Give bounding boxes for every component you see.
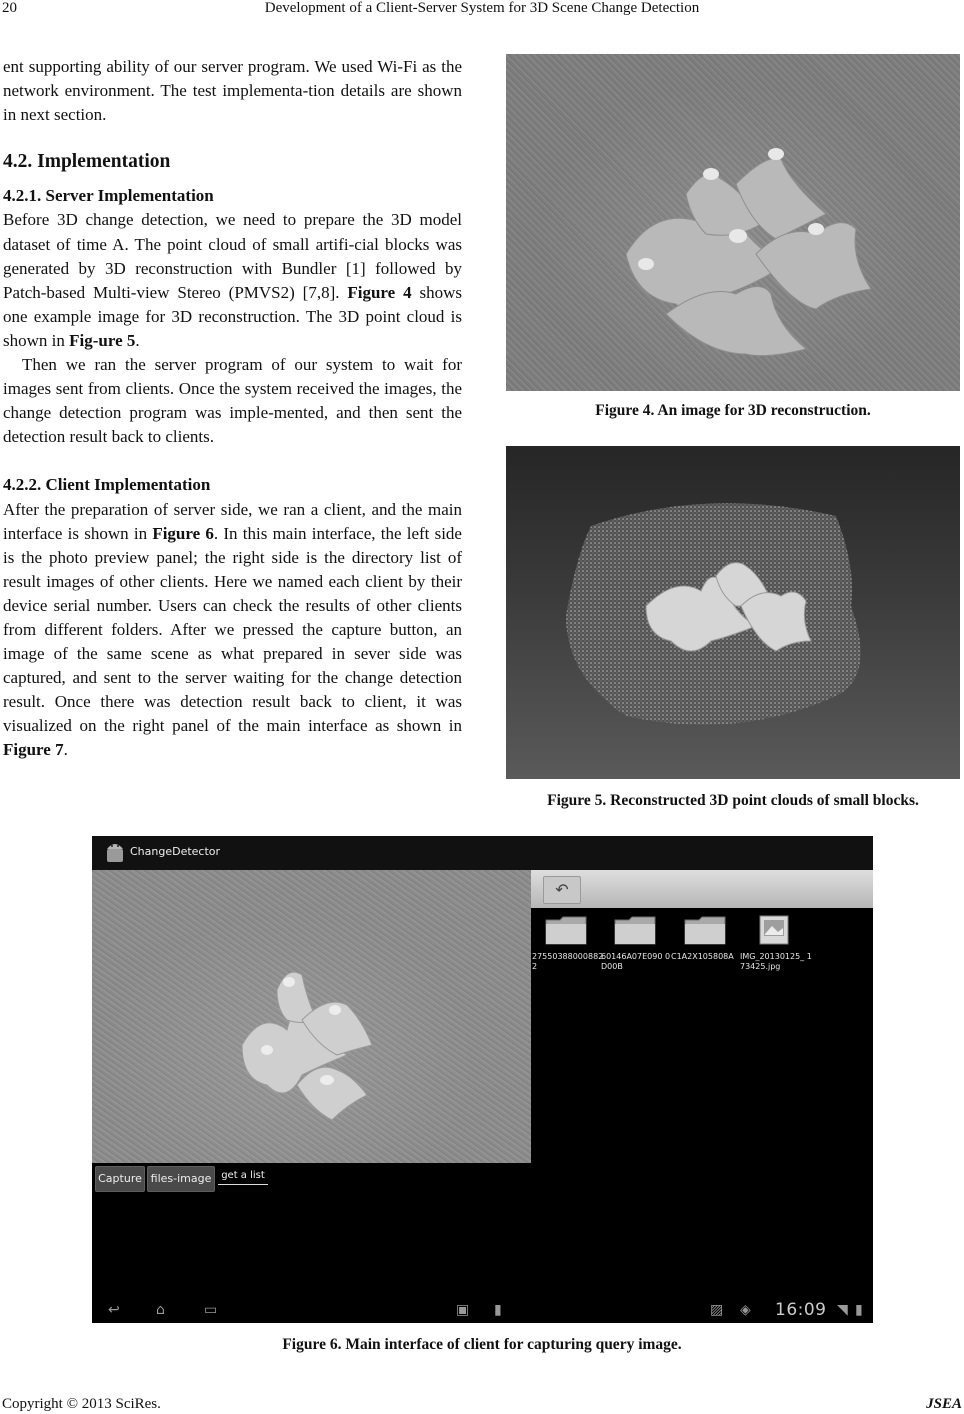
file-item[interactable] bbox=[601, 914, 673, 972]
back-icon[interactable]: ↩ bbox=[108, 1302, 120, 1318]
client-subheading: 4.2.2. Client Implementation bbox=[3, 475, 211, 495]
file-name: 60146A07E090 0D00B bbox=[601, 952, 671, 971]
usb-icon: ▮ bbox=[494, 1302, 502, 1318]
clock: 16:09 bbox=[775, 1300, 827, 1320]
figure-6-app-screenshot bbox=[92, 836, 873, 1323]
directory-toolbar bbox=[531, 870, 873, 908]
app-title-bar bbox=[92, 836, 873, 871]
system-navigation-bar bbox=[92, 1297, 873, 1323]
battery-icon: ▮ bbox=[855, 1302, 863, 1318]
server-paragraph-1: Before 3D change detection, we need to prepare the 3D model dataset of time A. The point cloud of small artifi-cial blocks was generated by 3D reconstruction with Bundler [1] followed by Patch-based Multi-view Stereo (PMVS2) [7,8]. Figure 4 shows one example image for 3D reconstruction. The 3D point cloud is shown in Fig-ure 5. bbox=[3, 210, 462, 350]
get-list-button[interactable]: get a list bbox=[218, 1170, 268, 1185]
figure-5-pointcloud bbox=[506, 446, 960, 779]
capture-button[interactable]: Capture bbox=[95, 1166, 145, 1192]
client-paragraph: After the preparation of server side, we ran a client, and the main interface is shown in Figure 6. In this main interface, the left side is the photo preview panel; the right side is the directory list of result images of other clients. Here we named each client by their device serial number. Users can check the results of other clients from different folders. After we pressed the capture button, an image of the same scene as what prepared in sever side was captured, and sent to the server waiting for the change detection result. Once there was detection result back to client, it was visualized on the right panel of the main interface as shown in Figure 7. bbox=[3, 499, 462, 760]
file-item[interactable] bbox=[532, 914, 604, 972]
figure-7-ref: Figure 7 bbox=[3, 740, 64, 760]
running-title: Development of a Client-Server System for 3D Scene Change Detection bbox=[264, 0, 700, 16]
intro-paragraph: ent supporting ability of our server program. We used Wi-Fi as the network environment. The test implementa-tion details are shown in next section. bbox=[3, 57, 462, 125]
section-heading: 4.2. Implementation bbox=[3, 151, 171, 173]
undo-arrow-icon: ↶ bbox=[555, 880, 569, 899]
screenshot-icon[interactable]: ▣ bbox=[456, 1302, 470, 1318]
server-paragraph-2: Then we ran the server program of our system to wait for images sent from clients. Once the system received the images, the change detection program was imple-mented, and then sent the detection result back to clients. bbox=[3, 355, 462, 447]
figure-4-caption: Figure 4. An image for 3D reconstruction. bbox=[595, 402, 871, 419]
copyright-notice: Copyright © 2013 SciRes. bbox=[2, 1396, 161, 1412]
android-icon bbox=[104, 841, 126, 865]
folder-icon bbox=[544, 914, 588, 946]
up-directory-button[interactable] bbox=[543, 876, 581, 904]
file-name: IMG_20130125_ 173425.jpg bbox=[740, 952, 812, 971]
photo-preview-panel[interactable] bbox=[92, 870, 531, 1163]
figure-4-ref: Figure 4 bbox=[347, 282, 412, 302]
journal-abbreviation: JSEA bbox=[926, 1396, 962, 1412]
file-name: 27550388000882 2 bbox=[532, 952, 604, 971]
left-column bbox=[3, 55, 462, 763]
gallery-notification-icon: ▨ bbox=[710, 1302, 724, 1318]
folder-icon bbox=[613, 914, 657, 946]
figure-5-ref: Fig-ure 5 bbox=[69, 330, 136, 350]
page-number: 20 bbox=[2, 0, 17, 16]
home-icon[interactable]: ⌂ bbox=[156, 1302, 165, 1318]
server-subheading: 4.2.1. Server Implementation bbox=[3, 186, 214, 206]
file-item[interactable] bbox=[740, 914, 812, 972]
figure-5-caption: Figure 5. Reconstructed 3D point clouds of small blocks. bbox=[547, 792, 919, 809]
figure-6-ref: Figure 6 bbox=[152, 523, 214, 543]
app-title: ChangeDetector bbox=[130, 845, 221, 858]
figure-6-caption: Figure 6. Main interface of client for capturing query image. bbox=[282, 1336, 682, 1353]
figure-4-photo bbox=[506, 54, 960, 391]
shield-icon: ◈ bbox=[740, 1302, 751, 1318]
file-name: C1A2X105808A bbox=[671, 952, 734, 961]
file-item[interactable] bbox=[671, 914, 743, 962]
folder-icon bbox=[683, 914, 727, 946]
recent-apps-icon[interactable]: ▭ bbox=[204, 1302, 218, 1318]
image-file-icon bbox=[752, 914, 796, 946]
wifi-icon: ◥ bbox=[837, 1302, 848, 1318]
files-image-button[interactable]: files-image bbox=[147, 1166, 215, 1192]
